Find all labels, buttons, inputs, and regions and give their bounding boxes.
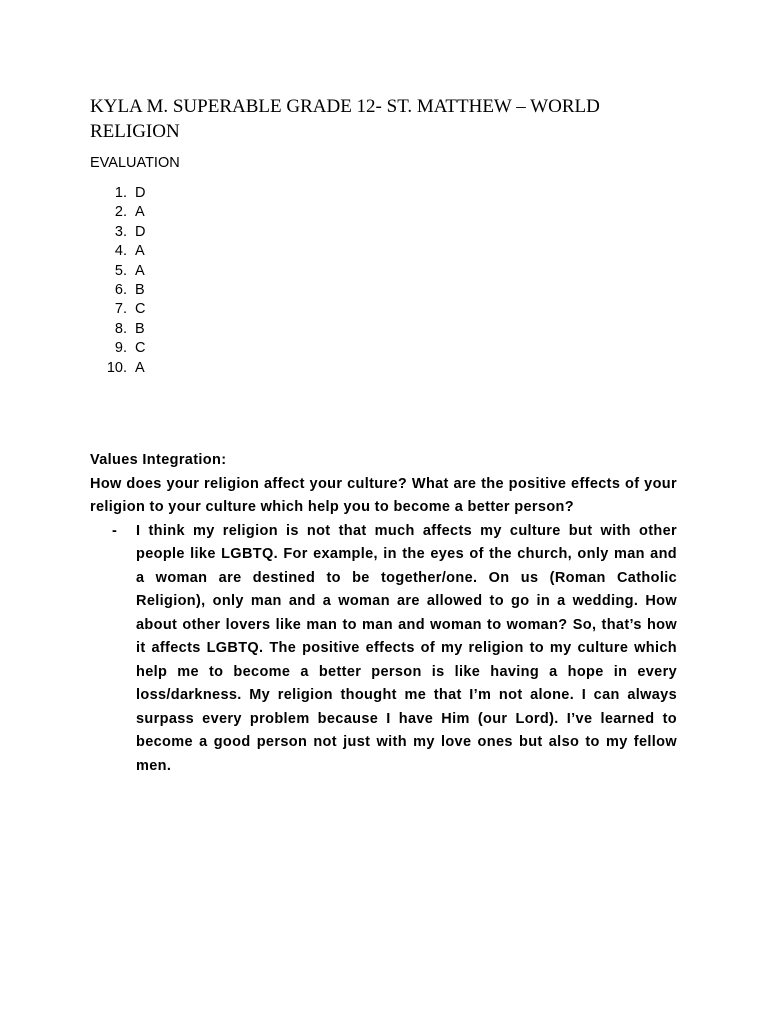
answer-letter: C (135, 301, 146, 318)
answer-number: 7. (114, 301, 127, 318)
values-integration-heading: Values Integration: (90, 452, 227, 468)
answer-number: 3. (114, 223, 127, 240)
answer-number: 9. (114, 340, 127, 357)
bullet-dash: - (112, 522, 118, 539)
answer-text: I think my religion is not that much affects my culture but with other people like LGBTQ. For example, in the eyes of the church, only man and a woman are destined to be together/one. On us (Roman Catholic Religion), only man and a woman are allowed to go in a wedding. How about other lovers like man to man and woman to woman? So, that’s how it affects LGBTQ. The positive effects of my religion to my culture which help me to become a better person is like having a hope in every loss/darkness. My religion thought me that I’m not alone. I can always surpass every problem because I have Him (our Lord). I’ve learned to become a good person not just with my love ones but also to my fellow men. (136, 522, 677, 774)
answer-letter: D (135, 185, 146, 201)
answer-letter: A (135, 243, 145, 260)
answer-number: 6. (114, 281, 127, 298)
answer-letter: A (135, 204, 145, 221)
values-integration-section (90, 449, 677, 778)
answer-letter: A (135, 262, 145, 279)
document-title: KYLA M. SUPERABLE GRADE 12- ST. MATTHEW – WORLD RELIGION (90, 96, 600, 142)
answer-letter: A (135, 359, 145, 376)
answer-number: 1. (114, 185, 127, 201)
values-integration-answer (90, 520, 677, 779)
answer-letter: B (135, 320, 145, 337)
answer-letter: B (135, 281, 145, 298)
answer-number: 2. (114, 204, 127, 221)
answer-letter: D (135, 223, 146, 240)
evaluation-heading: EVALUATION (90, 155, 180, 171)
answer-number: 8. (114, 320, 127, 337)
values-integration-question: How does your religion affect your culture? What are the positive effects of your religion to your culture which help you to become a better person? (90, 475, 677, 515)
answer-number: 4. (114, 243, 127, 260)
answer-letter: C (135, 340, 146, 357)
answer-number: 5. (114, 262, 127, 279)
answer-number: 10. (106, 359, 127, 376)
